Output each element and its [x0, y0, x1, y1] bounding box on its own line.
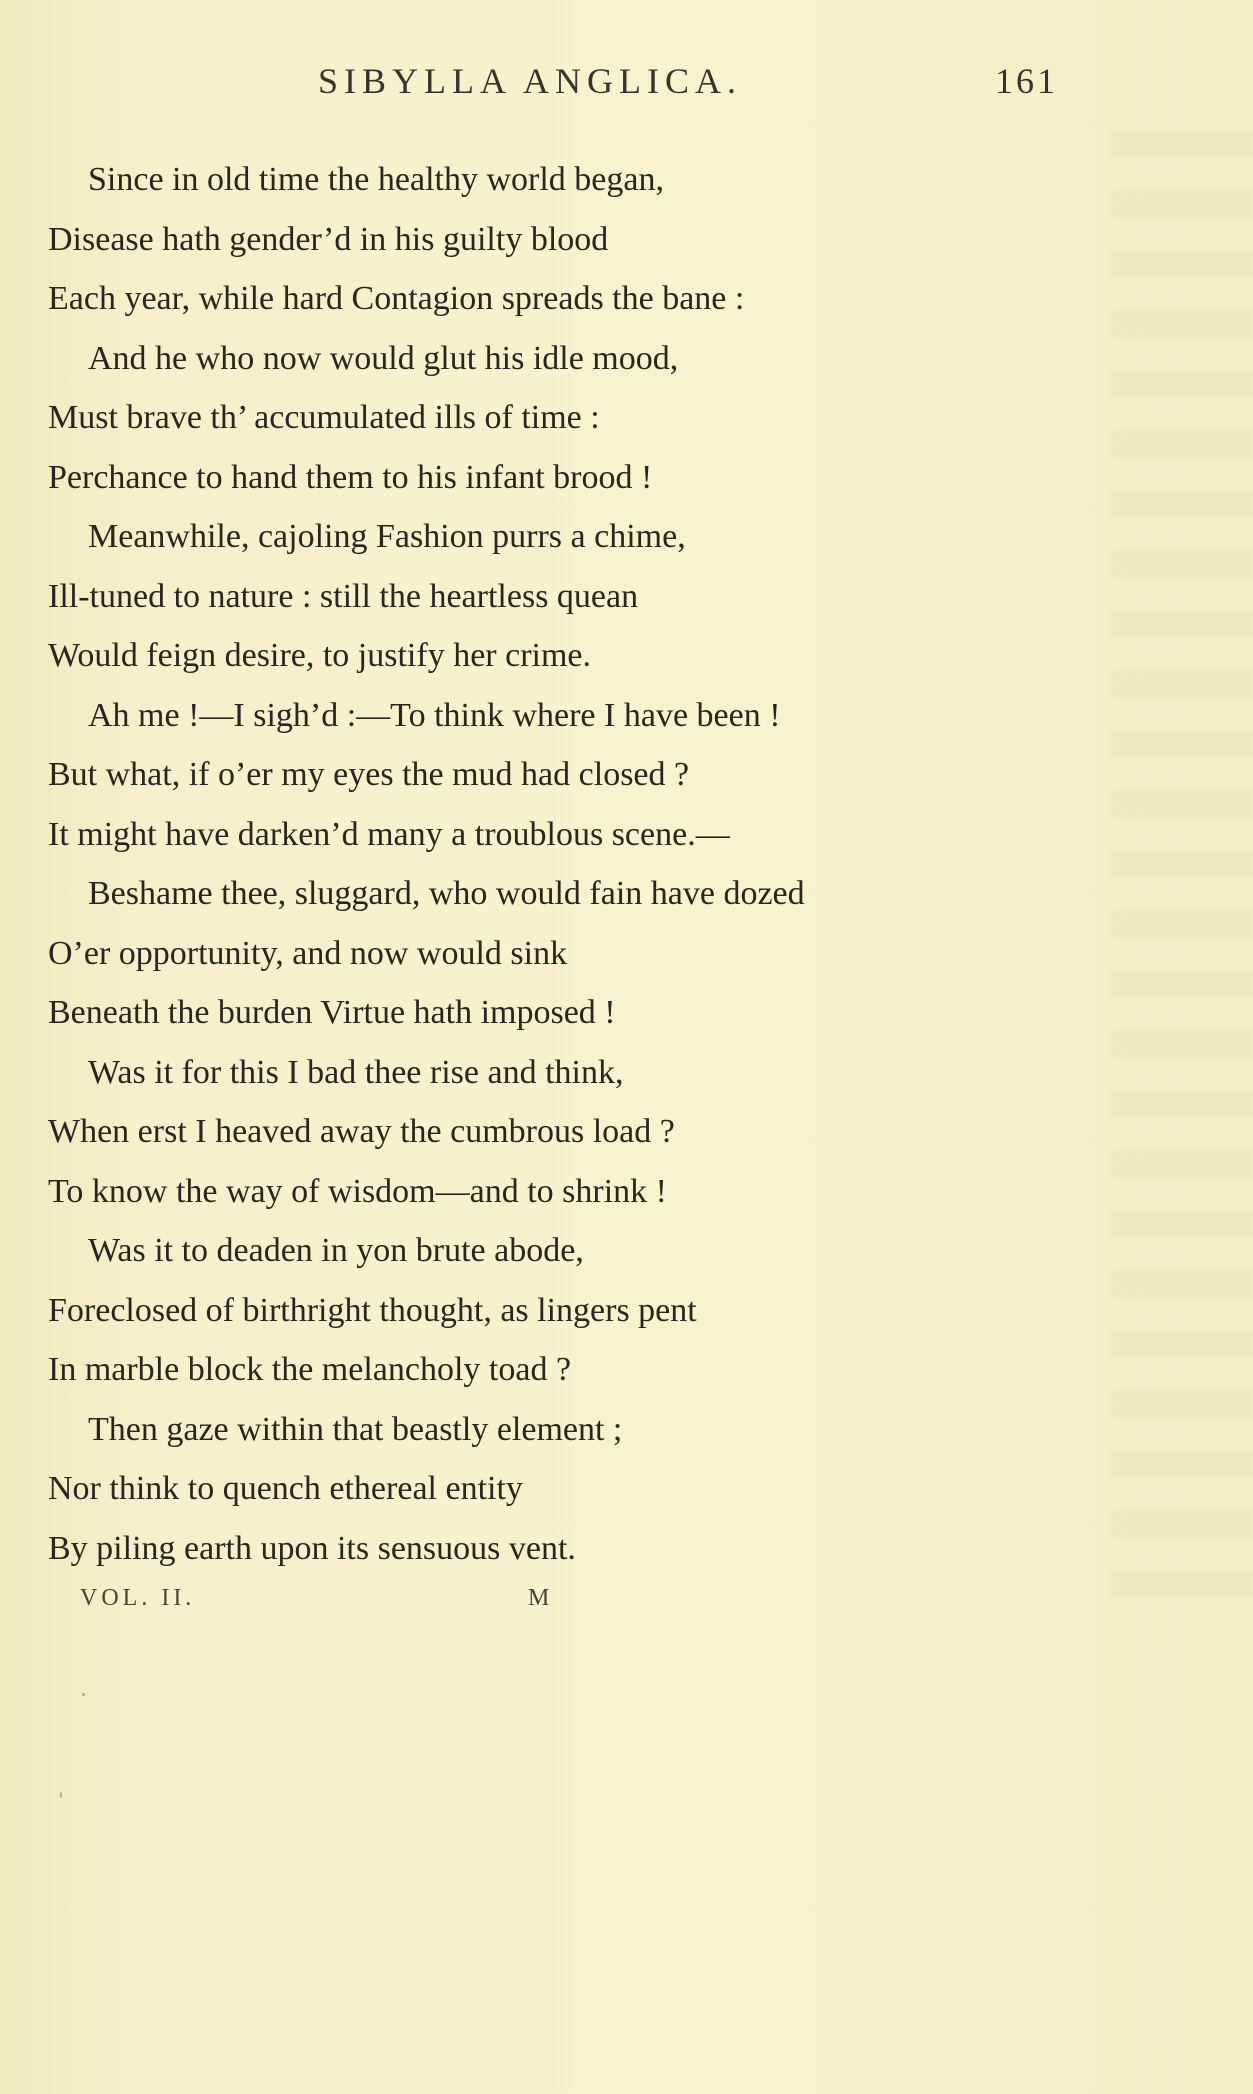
running-title: SIBYLLA ANGLICA.	[318, 61, 743, 101]
poem-line: Was it for this I bad thee rise and think,	[88, 1053, 624, 1091]
signature-mark: M	[528, 1585, 550, 1611]
poem-line: But what, if o’er my eyes the mud had closed ?	[48, 756, 690, 793]
poem-line: Perchance to hand them to his infant brood !	[48, 458, 653, 496]
paper-speck	[60, 1792, 62, 1798]
poem-line: Beshame thee, sluggard, who would fain have dozed	[88, 875, 805, 912]
poem-line: In marble block the melancholy toad ?	[48, 1351, 572, 1388]
poem-line: To know the way of wisdom—and to shrink !	[48, 1172, 667, 1210]
poem-line: Then gaze within that beastly element ;	[88, 1410, 623, 1448]
poem-line: Foreclosed of birthright thought, as lingers pent	[48, 1291, 697, 1329]
poem-line: When erst I heaved away the cumbrous load ?	[48, 1113, 675, 1150]
poem-line: Nor think to quench ethereal entity	[48, 1470, 523, 1507]
poem-line: Beneath the burden Virtue hath imposed !	[48, 994, 616, 1031]
poem-line: Since in old time the healthy world began,	[88, 161, 664, 198]
page-number: 161	[995, 61, 1058, 101]
poem-line: Each year, while hard Contagion spreads the bane :	[48, 280, 745, 317]
paper-speck	[82, 1693, 85, 1696]
poem-line: And he who now would glut his idle mood,	[88, 339, 679, 377]
poem-line: Ah me !—I sigh’d :—To think where I have been !	[88, 696, 781, 734]
poem-line: Would feign desire, to justify her crime.	[48, 637, 592, 674]
poem-stanza	[48, 150, 1068, 1578]
show-through-text	[1110, 130, 1253, 1630]
poem-line: Disease hath gender’d in his guilty blood	[48, 220, 609, 258]
poem-line: By piling earth upon its sensuous vent.	[48, 1529, 576, 1567]
poem-line: Ill-tuned to nature : still the heartless quean	[48, 577, 639, 615]
poem-line: It might have darken’d many a troublous scene.—	[48, 815, 730, 853]
poem-line: Was it to deaden in yon brute abode,	[88, 1232, 584, 1269]
volume-marker: VOL. II.	[80, 1585, 196, 1611]
poem-line: Meanwhile, cajoling Fashion purrs a chime,	[88, 518, 686, 555]
poem-line: Must brave th’ accumulated ills of time :	[48, 399, 600, 436]
poem-line: O’er opportunity, and now would sink	[48, 934, 568, 972]
